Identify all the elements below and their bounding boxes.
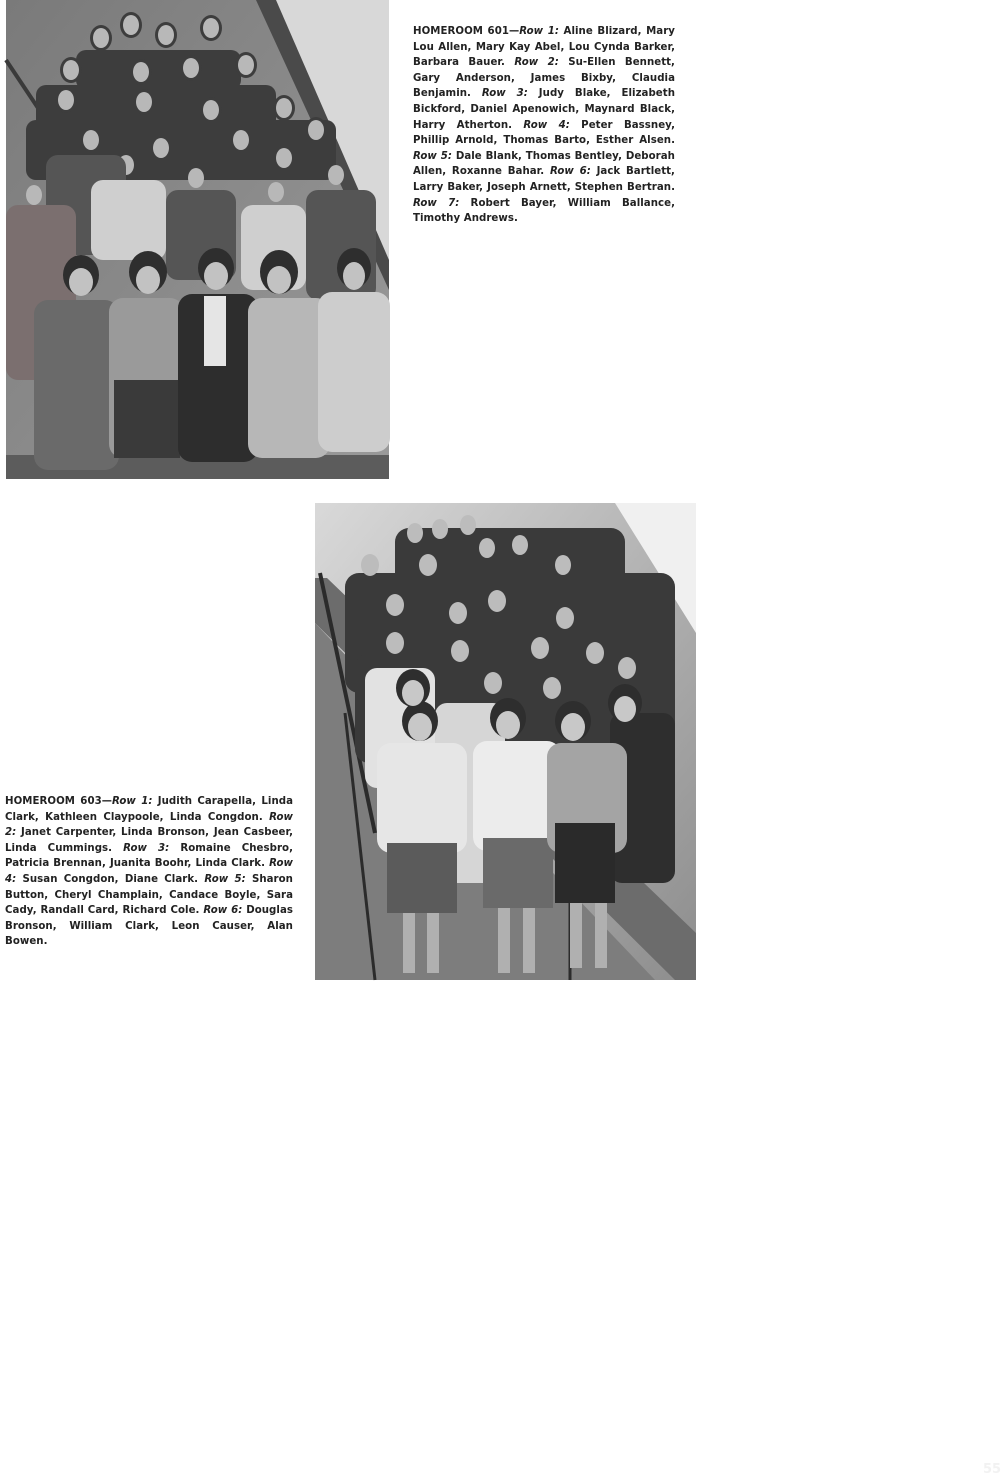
homeroom-601-segment-row: Row 6: <box>549 166 591 178</box>
homeroom-603-segment-row: Row 1: <box>111 796 153 807</box>
homeroom-601-segment-text: Dale Blank, Thomas Bentley, Deborah Allen, Roxanne Bahar. <box>413 150 675 178</box>
homeroom-603-segment-text: Romaine Chesbro, Patricia Brennan, Juanita Boohr, Linda Clark. <box>5 842 293 870</box>
homeroom-601-segment-head: HOMEROOM 601 <box>413 26 509 37</box>
homeroom-603-segment-row: Row 2: <box>5 811 293 839</box>
homeroom-603-segment-row: Row 3: <box>123 842 170 854</box>
homeroom-601-segment-row: Row 1: <box>519 26 559 37</box>
homeroom-601-segment-text: Judy Blake, Elizabeth Bickford, Daniel Apenowich, Maynard Black, Harry Atherton. <box>413 88 675 131</box>
homeroom-601-photo-art <box>6 0 389 479</box>
homeroom-603-segment-row: Row 6: <box>203 905 243 917</box>
homeroom-601-caption <box>413 24 675 227</box>
homeroom-603-segment-text: Judith Carapella, Linda Clark, Kathleen Claypoole, Linda Congdon. <box>5 796 294 823</box>
homeroom-601-photo <box>6 0 389 479</box>
homeroom-603-segment-text: Janet Carpenter, Linda Bronson, Jean Casbeer, Linda Cummings. <box>5 827 293 854</box>
homeroom-601-segment-row: Row 3: <box>481 88 528 100</box>
homeroom-603-segment-head: HOMEROOM 603 <box>5 796 102 807</box>
homeroom-603-segment-row: Row 4: <box>5 858 293 885</box>
homeroom-601-segment-row: Row 4: <box>523 119 570 131</box>
homeroom-603-segment-text: — <box>101 796 112 807</box>
page-number: 55 <box>983 1462 1001 1477</box>
homeroom-603-segment-text: Douglas Bronson, William Clark, Leon Causer, Alan Bowen. <box>5 905 293 948</box>
homeroom-603-photo-art <box>315 503 696 980</box>
homeroom-601-segment-row: Row 7: <box>413 197 460 209</box>
homeroom-601-segment-text: Robert Bayer, William Ballance, Timothy Andrews. <box>413 197 675 225</box>
homeroom-601-segment-text: — <box>508 26 520 37</box>
homeroom-601-segment-text: Peter Bassney, Phillip Arnold, Thomas Barto, Esther Alsen. <box>413 119 675 147</box>
homeroom-601-segment-row: Row 2: <box>514 57 559 69</box>
homeroom-601-segment-text: Su-Ellen Bennett, Gary Anderson, James Bixby, Claudia Benjamin. <box>413 57 675 100</box>
homeroom-603-photo <box>315 503 1001 1477</box>
homeroom-603-segment-text: Susan Congdon, Diane Clark. <box>16 873 205 885</box>
homeroom-603-segment-text: Sharon Button, Cheryl Champlain, Candace Boyle, Sara Cady, Randall Card, Richard Cole. <box>5 873 293 917</box>
homeroom-601-segment-text: Aline Blizard, Mary Lou Allen, Mary Kay Abel, Lou Cynda Barker, Barbara Bauer. <box>413 26 675 69</box>
homeroom-601-segment-text: Jack Bartlett, Larry Baker, Joseph Arnett, Stephen Bertran. <box>413 166 675 193</box>
homeroom-601-segment-row: Row 5: <box>413 150 452 162</box>
homeroom-603-caption <box>5 794 293 950</box>
homeroom-603-segment-row: Row 5: <box>204 873 246 885</box>
